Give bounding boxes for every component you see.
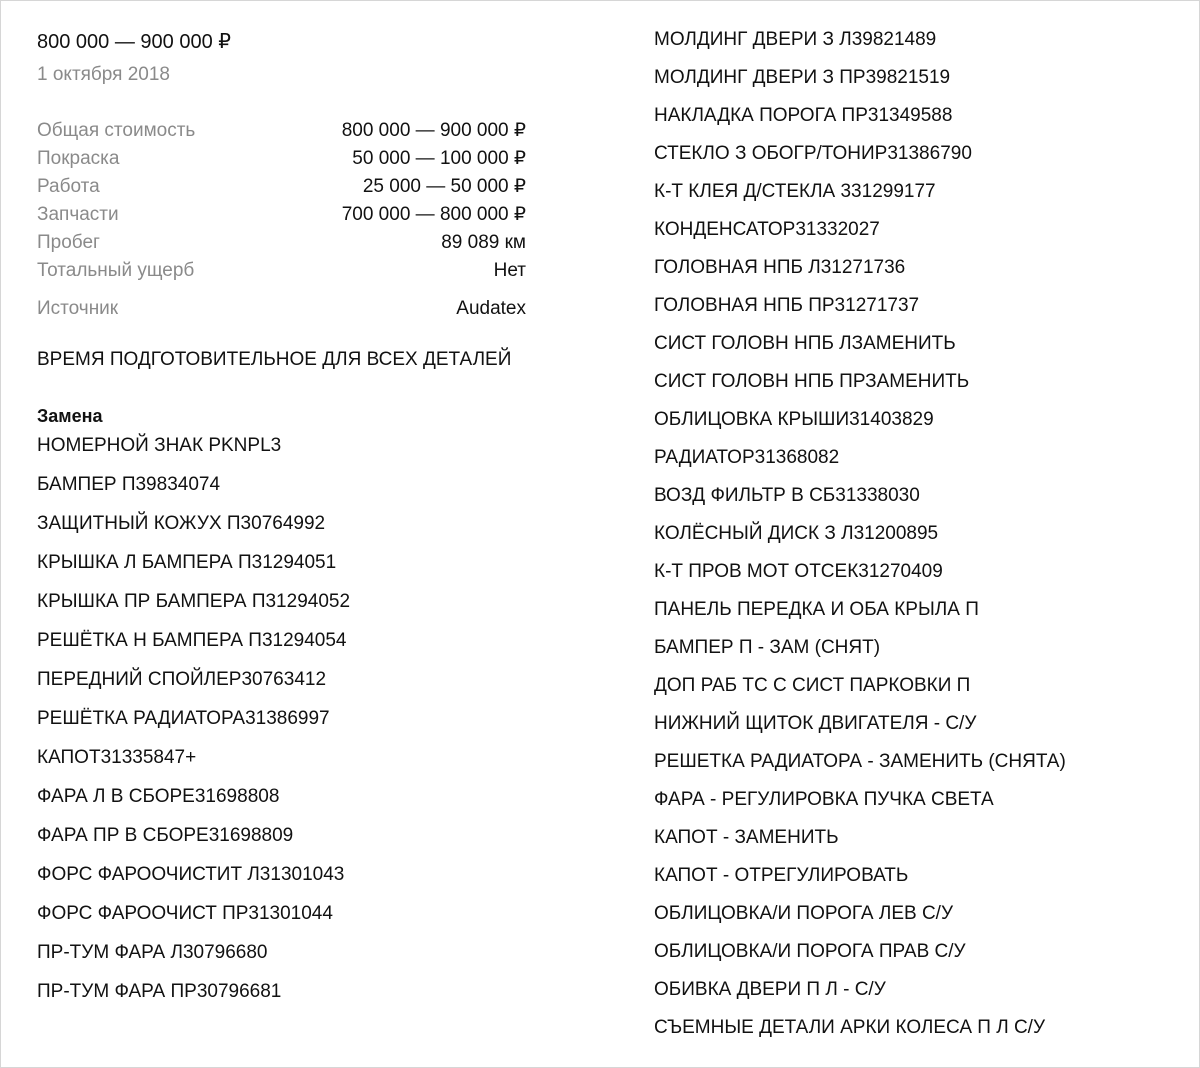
price-range: 800 000 — 900 000 ₽ [37,31,231,53]
list-item: БАМПЕР П39834074 [37,474,221,495]
summary-label: Тотальный ущерб [37,260,195,281]
list-item: КОЛЁСНЫЙ ДИСК З Л31200895 [654,523,939,544]
list-item: ФАРА - РЕГУЛИРОВКА ПУЧКА СВЕТА [654,789,994,810]
list-item: СИСТ ГОЛОВН НПБ ПРЗАМЕНИТЬ [654,371,970,392]
list-item: КРЫШКА ПР БАМПЕРА П31294052 [37,591,351,612]
list-item: КАПОТ31335847+ [37,747,197,768]
summary-value: 89 089 км [441,232,526,253]
list-item: НОМЕРНОЙ ЗНАК PKNPL3 [37,435,282,456]
list-item: ПЕРЕДНИЙ СПОЙЛЕР30763412 [37,669,327,690]
right-column-list [654,27,1174,1053]
summary-row-mileage [37,229,526,257]
list-item: КОНДЕНСАТОР31332027 [654,219,880,240]
list-item: РЕШЁТКА РАДИАТОРА31386997 [37,708,330,729]
summary-row-total [37,117,526,145]
summary-row-source [37,295,526,323]
list-item: ФОРС ФАРООЧИСТИТ Л31301043 [37,864,345,885]
list-item: ОБЛИЦОВКА КРЫШИ31403829 [654,409,934,430]
list-item: КРЫШКА Л БАМПЕРА П31294051 [37,552,337,573]
list-item: ОБИВКА ДВЕРИ П Л - С/У [654,979,886,1000]
summary-value: 800 000 — 900 000 ₽ [341,120,526,141]
list-item: ФАРА ПР В СБОРЕ31698809 [37,825,294,846]
summary-value: 25 000 — 50 000 ₽ [362,176,526,197]
summary-row-paint [37,145,526,173]
summary-label: Работа [37,176,100,197]
list-item: ФАРА Л В СБОРЕ31698808 [37,786,280,807]
list-item: КАПОТ - ОТРЕГУЛИРОВАТЬ [654,865,909,886]
list-item: ДОП РАБ ТС С СИСТ ПАРКОВКИ П [654,675,971,696]
list-item: КАПОТ - ЗАМЕНИТЬ [654,827,839,848]
summary-row-labor [37,173,526,201]
left-column [37,29,597,1018]
list-item: НАКЛАДКА ПОРОГА ПР31349588 [654,105,953,126]
summary-label: Общая стоимость [37,120,196,141]
list-item: ВОЗД ФИЛЬТР В СБ31338030 [654,485,920,506]
list-item: МОЛДИНГ ДВЕРИ З Л39821489 [654,29,937,50]
list-item: ОБЛИЦОВКА/И ПОРОГА ПРАВ С/У [654,941,966,962]
summary-label: Запчасти [37,204,119,225]
prep-time-note: ВРЕМЯ ПОДГОТОВИТЕЛЬНОЕ ДЛЯ ВСЕХ ДЕТАЛЕЙ [37,349,512,370]
summary-table [37,117,526,323]
list-item: РАДИАТОР31368082 [654,447,840,468]
list-item: МОЛДИНГ ДВЕРИ З ПР39821519 [654,67,951,88]
replacement-section-title: Замена [37,406,103,426]
list-item: ГОЛОВНАЯ НПБ Л31271736 [654,257,906,278]
summary-value: 50 000 — 100 000 ₽ [352,148,526,169]
list-item: ПР-ТУМ ФАРА ПР30796681 [37,981,282,1002]
summary-label: Пробег [37,232,100,253]
summary-row-parts [37,201,526,229]
list-item: СЪЕМНЫЕ ДЕТАЛИ АРКИ КОЛЕСА П Л С/У [654,1017,1046,1038]
list-item: ПР-ТУМ ФАРА Л30796680 [37,942,268,963]
summary-row-total-loss [37,257,526,285]
list-item: РЕШЕТКА РАДИАТОРА - ЗАМЕНИТЬ (СНЯТА) [654,751,1066,772]
list-item: РЕШЁТКА Н БАМПЕРА П31294054 [37,630,347,651]
summary-label: Источник [37,298,119,319]
list-item: СИСТ ГОЛОВН НПБ ЛЗАМЕНИТЬ [654,333,956,354]
list-item: ПАНЕЛЬ ПЕРЕДКА И ОБА КРЫЛА П [654,599,979,620]
list-item: ЗАЩИТНЫЙ КОЖУХ П30764992 [37,513,326,534]
list-item: К-Т КЛЕЯ Д/СТЕКЛА 331299177 [654,181,936,202]
summary-value: Audatex [456,298,526,319]
list-item: ФОРС ФАРООЧИСТ ПР31301044 [37,903,333,924]
summary-label: Покраска [37,148,120,169]
list-item: БАМПЕР П - ЗАМ (СНЯТ) [654,637,881,658]
list-item: К-Т ПРОВ МОТ ОТСЕК31270409 [654,561,943,582]
summary-value: 700 000 — 800 000 ₽ [341,204,526,225]
list-item: СТЕКЛО З ОБОГР/ТОНИР31386790 [654,143,972,164]
summary-value: Нет [493,260,526,281]
report-date: 1 октября 2018 [37,64,170,85]
replacement-list [37,433,597,1018]
list-item: ОБЛИЦОВКА/И ПОРОГА ЛЕВ С/У [654,903,954,924]
list-item: ГОЛОВНАЯ НПБ ПР31271737 [654,295,920,316]
list-item: НИЖНИЙ ЩИТОК ДВИГАТЕЛЯ - С/У [654,713,977,734]
